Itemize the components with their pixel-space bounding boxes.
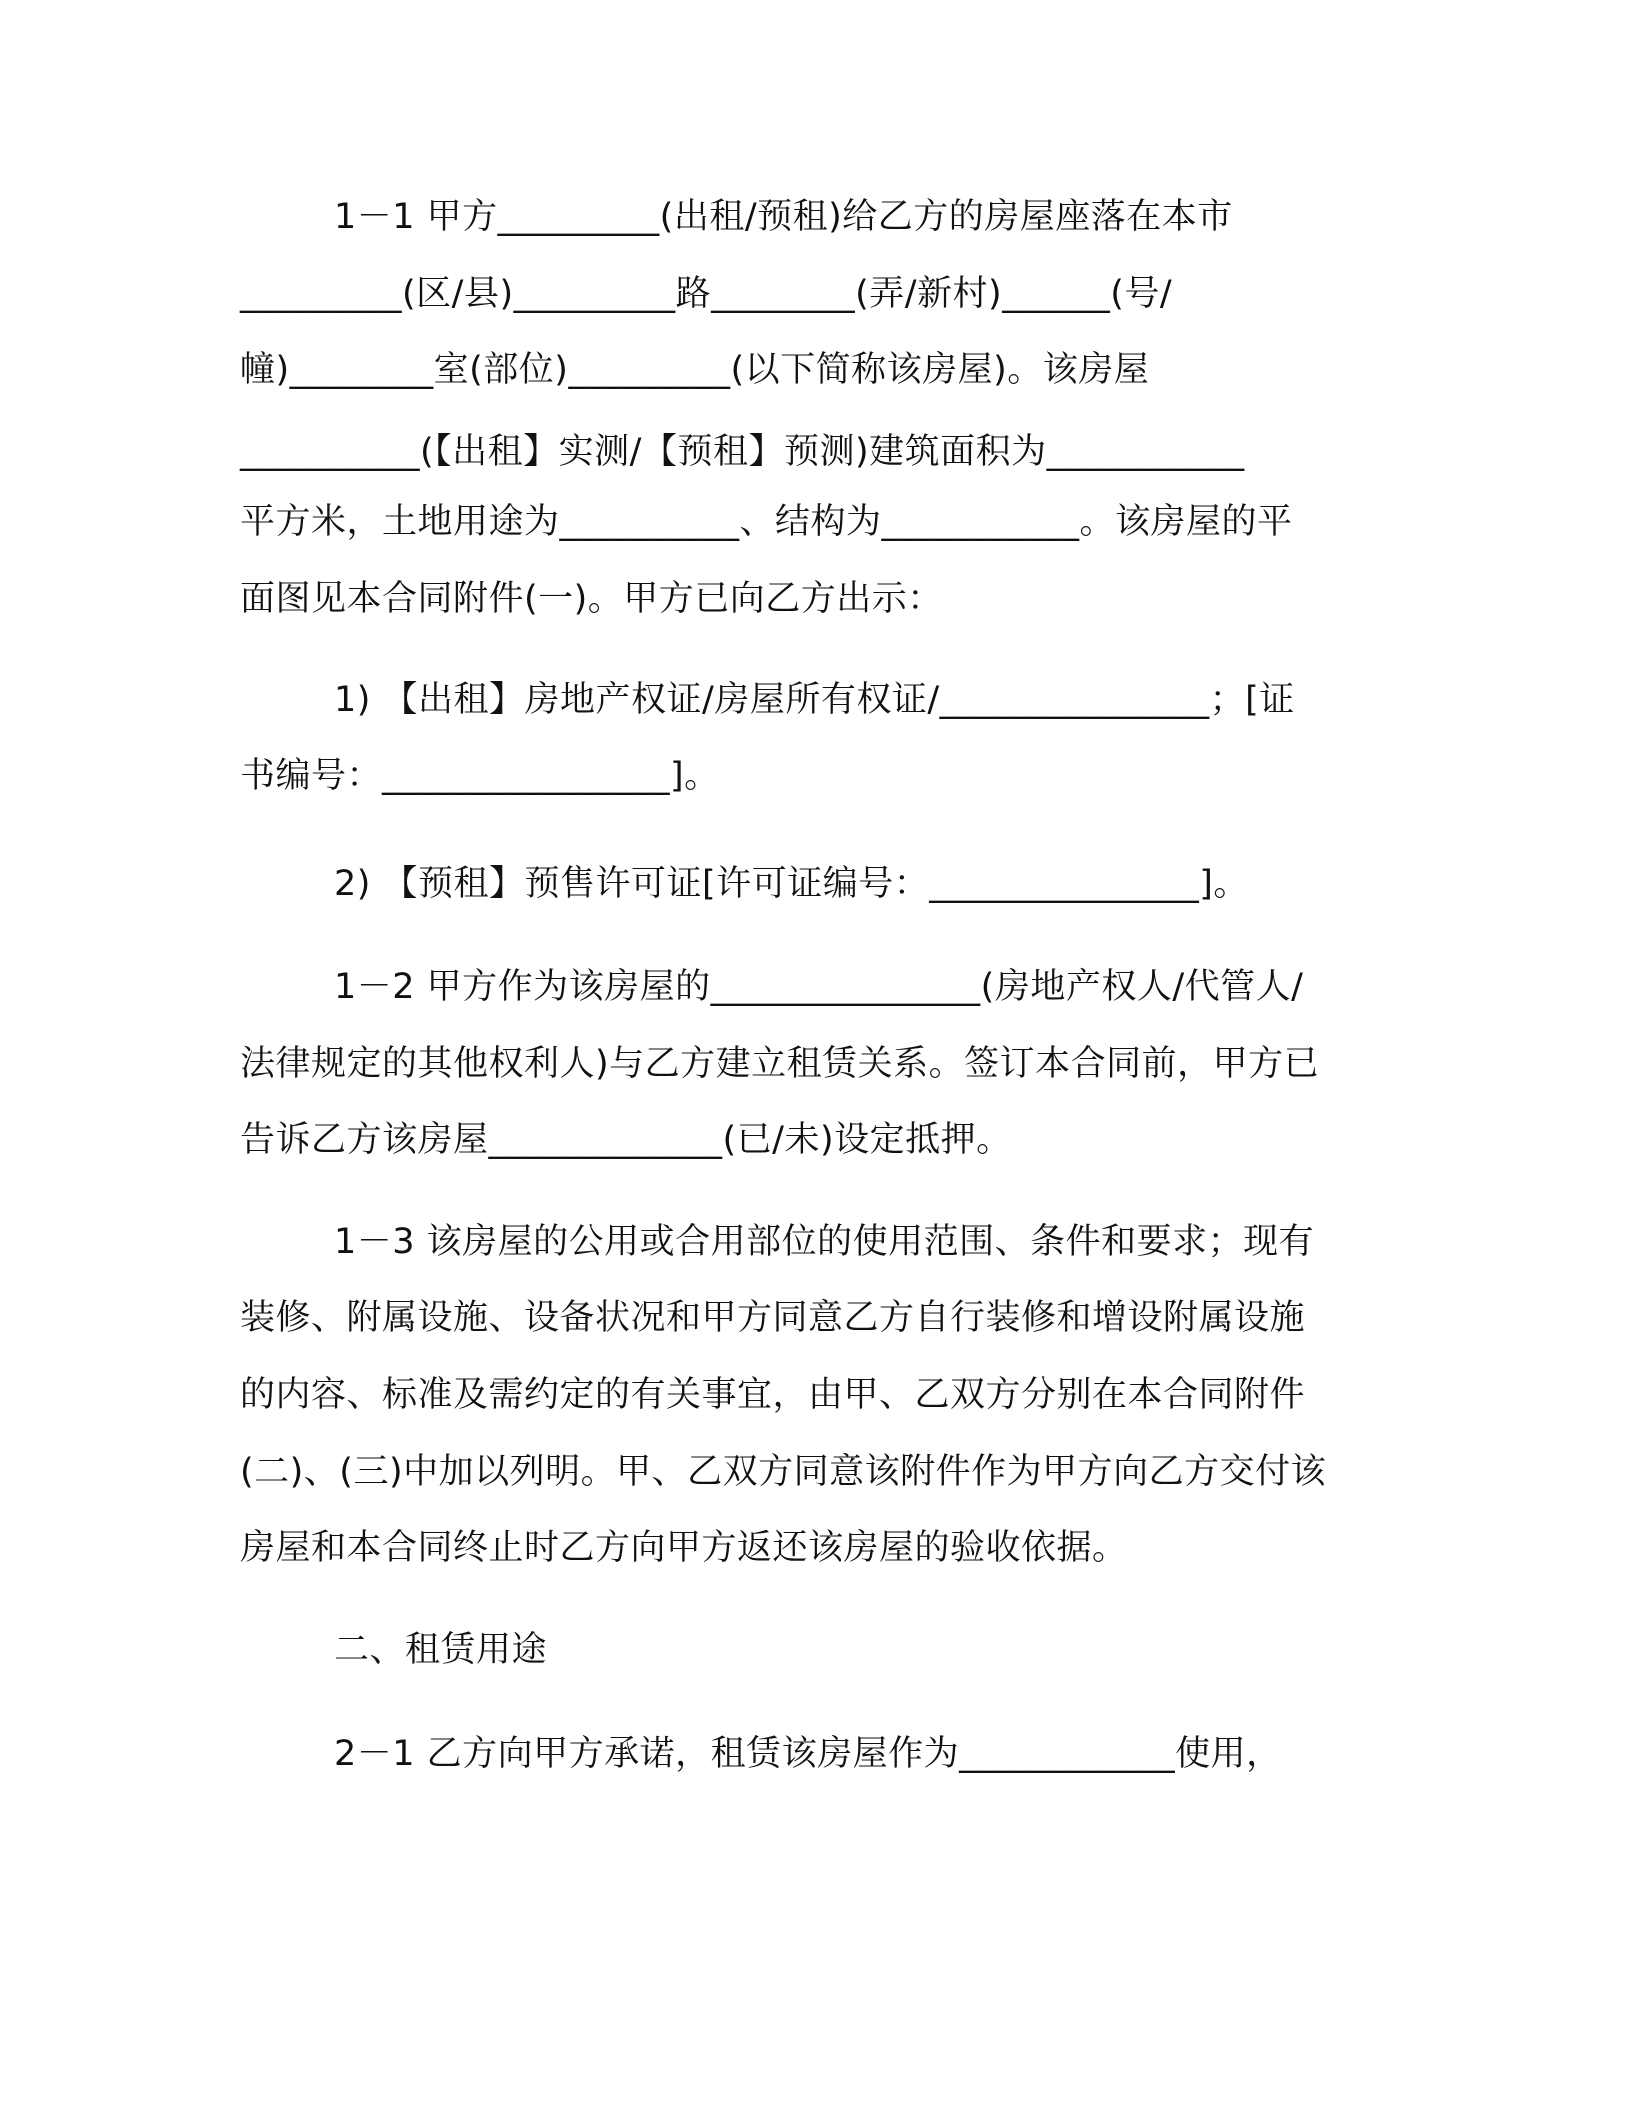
clause-1-3-line-5: 房屋和本合同终止时乙方向甲方返还该房屋的验收依据。 — [240, 1528, 1128, 1568]
clause-1-2-line-3: 告诉乙方该房屋_____________(已/未)设定抵押。 — [240, 1120, 1012, 1160]
clause-1-1-line-3: 幢)________室(部位)_________(以下简称该房屋)。该房屋 — [240, 350, 1150, 390]
item-2-line: 2) 【预租】预售许可证[许可证编号：_______________]。 — [334, 864, 1249, 904]
clause-1-1-line-5: 平方米，土地用途为__________、结构为___________。该房屋的平 — [240, 502, 1293, 542]
clause-1-1-line-2: _________(区/县)_________路________(弄/新村)______(号/ — [240, 274, 1173, 314]
section-heading: 二、租赁用途 — [334, 1630, 548, 1670]
clause-1-1-line-1: 1－1 甲方_________(出租/预租)给乙方的房屋座落在本市 — [334, 197, 1233, 237]
clause-1-1-line-6: 面图见本合同附件(一)。甲方已向乙方出示： — [240, 579, 943, 619]
clause-1-3-line-2: 装修、附属设施、设备状况和甲方同意乙方自行装修和增设附属设施 — [240, 1298, 1306, 1338]
clause-1-2-line-1: 1－2 甲方作为该房屋的_______________(房地产权人/代管人/ — [334, 967, 1304, 1007]
clause-1-3-line-3: 的内容、标准及需约定的有关事宜，由甲、乙双方分别在本合同附件 — [240, 1375, 1306, 1415]
clause-1-2-line-2: 法律规定的其他权利人)与乙方建立租赁关系。签订本合同前，甲方已 — [240, 1044, 1320, 1084]
clause-1-3-line-1: 1－3 该房屋的公用或合用部位的使用范围、条件和要求；现有 — [334, 1222, 1315, 1262]
item-1-line-2: 书编号：________________]。 — [240, 756, 720, 796]
clause-1-3-line-4: (二)、(三)中加以列明。甲、乙双方同意该附件作为甲方向乙方交付该 — [240, 1452, 1327, 1492]
item-1-line-1: 1) 【出租】房地产权证/房屋所有权证/_______________；[证 — [334, 680, 1295, 720]
clause-2-1-line-1: 2－1 乙方向甲方承诺，租赁该房屋作为____________使用， — [334, 1734, 1282, 1774]
clause-1-1-line-4: __________(【出租】实测/【预租】预测)建筑面积为___________ — [240, 432, 1245, 472]
